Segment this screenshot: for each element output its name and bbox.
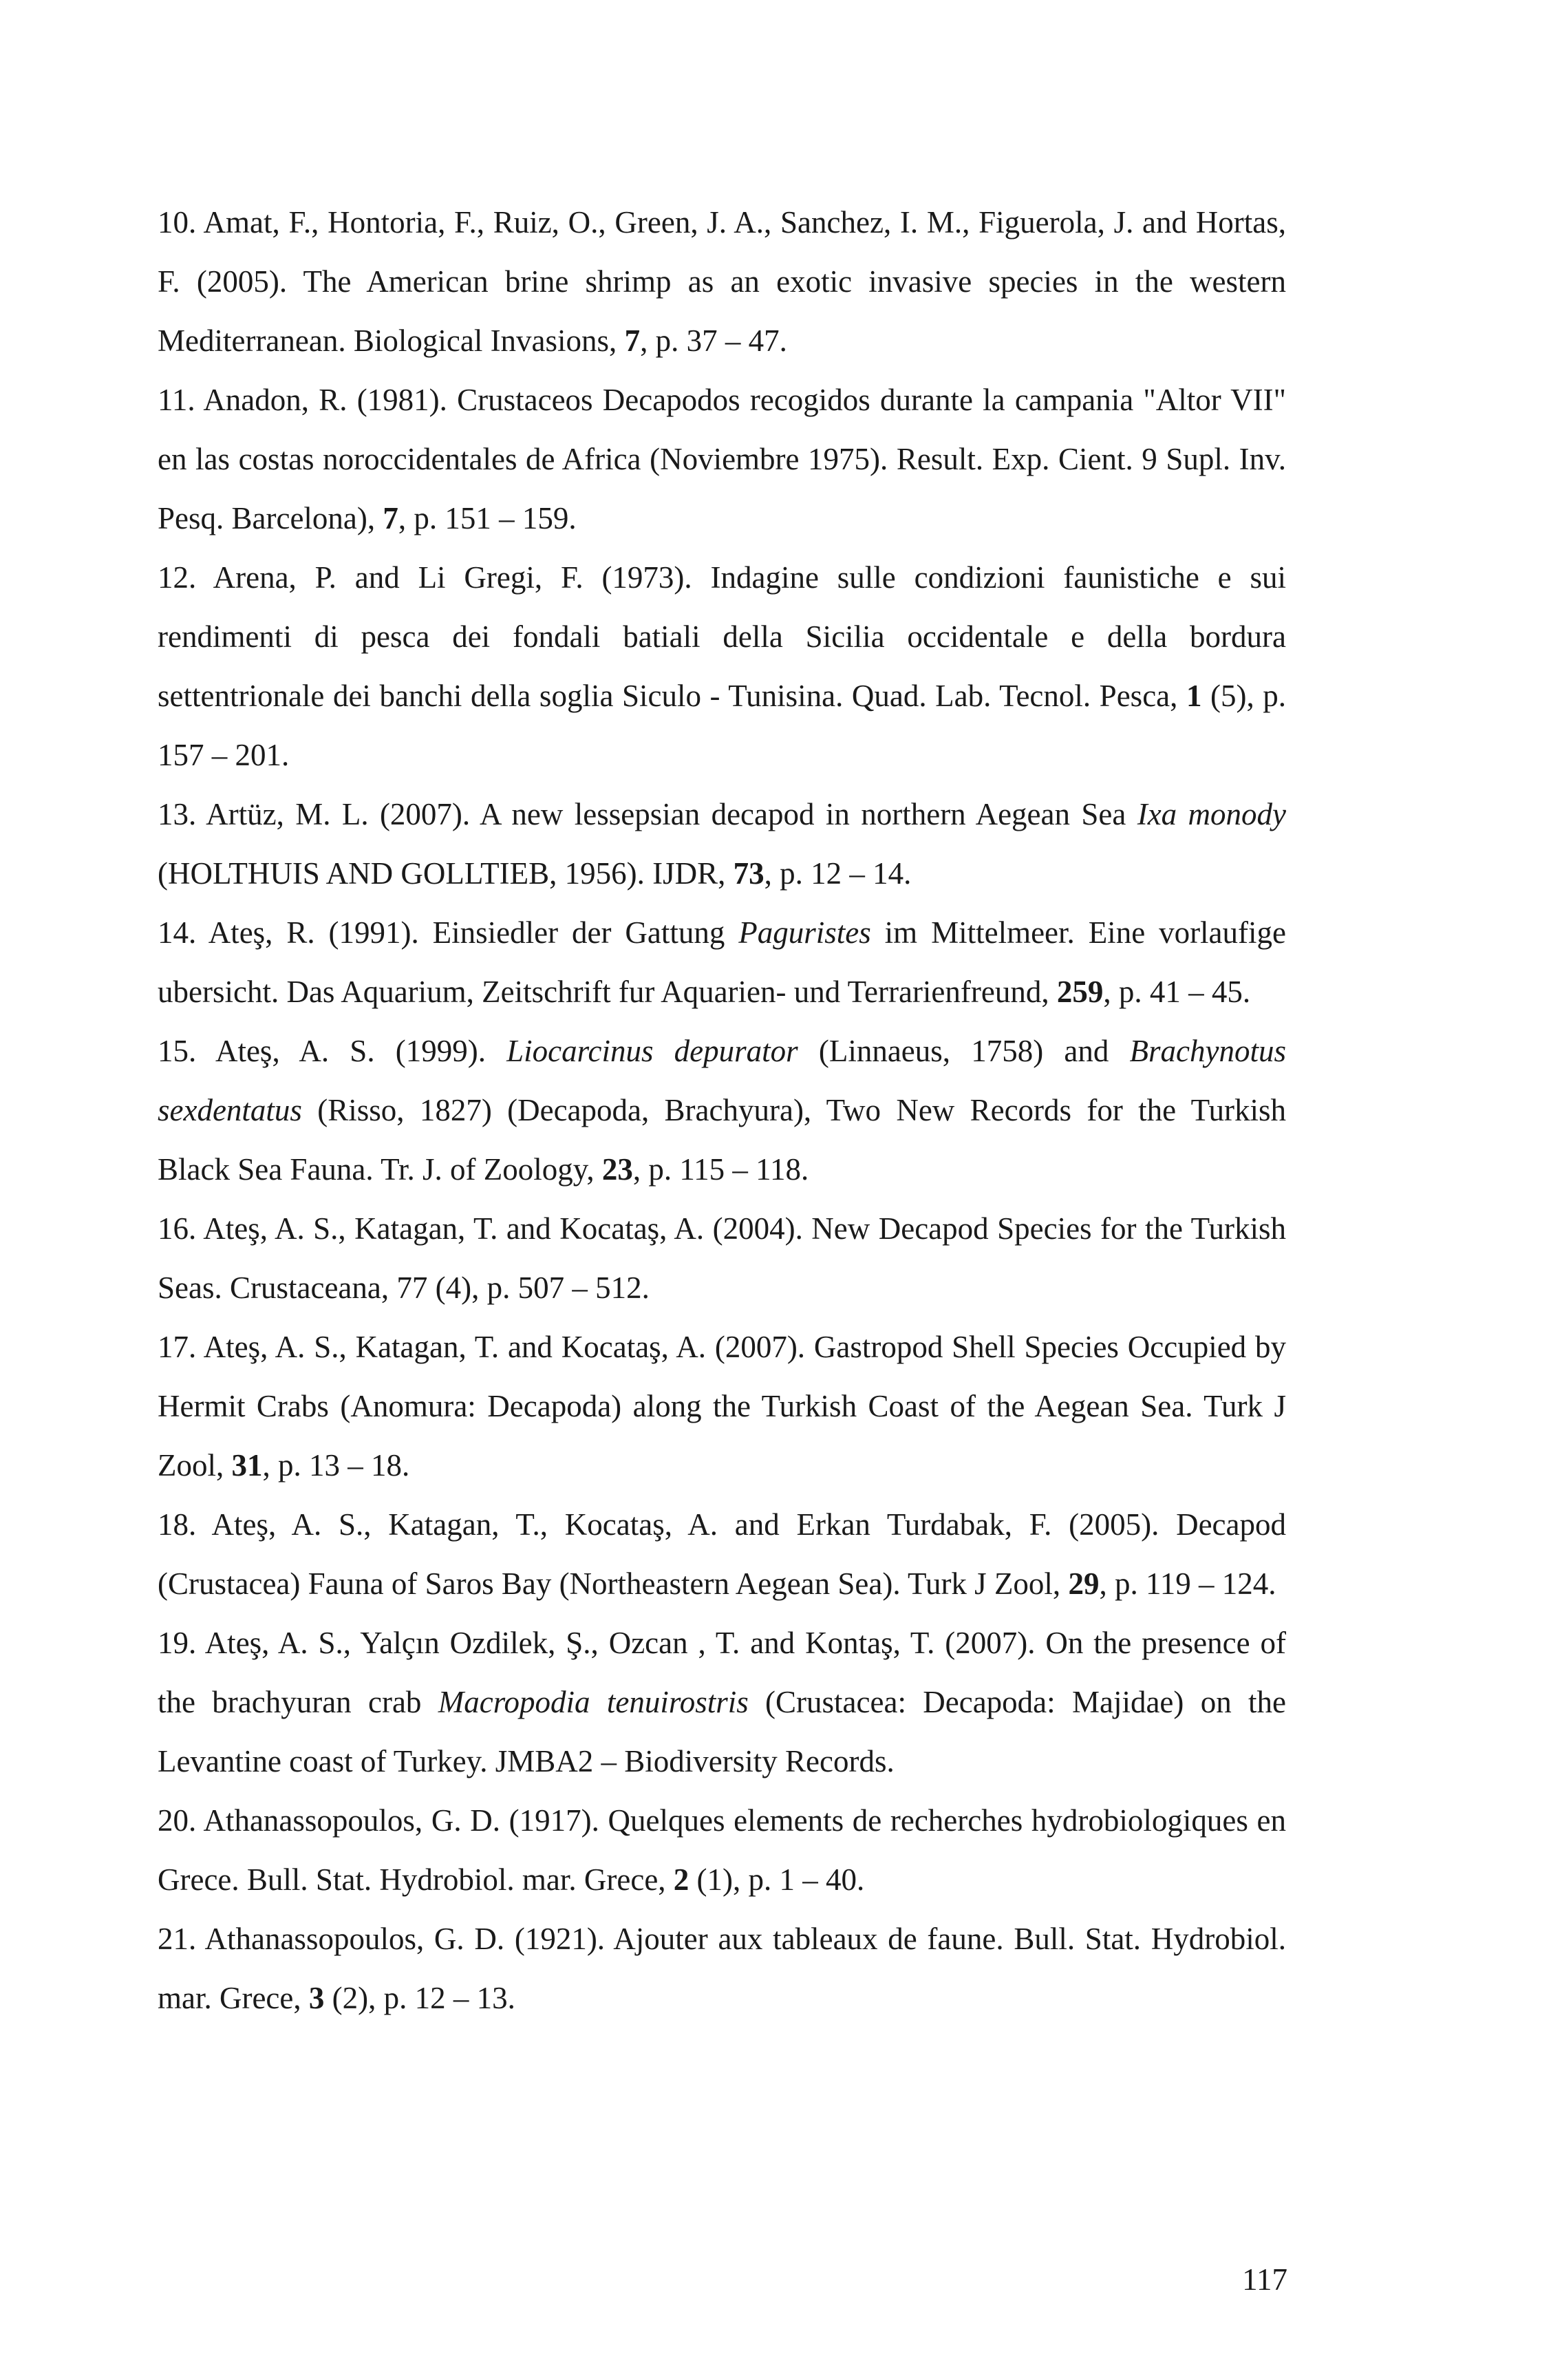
reference-item <box>158 1495 1286 1613</box>
reference-text: Ateş, A. S., Katagan, T. and Kocataş, A. (2004). New Decapod Species for the Turkish Seas. Crustaceana, 77 (4), p. 507 – 512. <box>158 1211 1286 1305</box>
reference-number: 17. <box>158 1330 197 1364</box>
reference-italic-text: Macropodia tenuirostris <box>438 1685 749 1719</box>
page-number: 117 <box>1242 2262 1287 2297</box>
reference-text: , p. 119 – 124. <box>1099 1566 1276 1601</box>
reference-bold-text: 259 <box>1056 975 1104 1009</box>
reference-bold-text: 2 <box>673 1862 689 1897</box>
reference-number: 18. <box>158 1507 197 1542</box>
reference-bold-text: 1 <box>1186 679 1202 713</box>
reference-item <box>158 1199 1286 1317</box>
reference-italic-text: Liocarcinus depurator <box>506 1034 798 1068</box>
reference-number: 16. <box>158 1211 197 1246</box>
reference-number: 19. <box>158 1626 197 1660</box>
reference-text: (HOLTHUIS AND GOLLTIEB, 1956). IJDR, <box>158 856 734 891</box>
reference-text: im Mittelmeer. Eine vorlaufige ubersicht. Das Aquarium, Zeitschrift fur Aquarien- und Terrarienfreund, <box>158 915 1286 1009</box>
reference-text: (Risso, 1827) (Decapoda, Brachyura), Two New Records for the Turkish Black Sea Fauna. Tr. J. of Zoology, <box>158 1093 1286 1187</box>
reference-italic-text: Ixa monody <box>1137 797 1286 831</box>
reference-number: 12. <box>158 560 197 595</box>
reference-text: Ateş, A. S., Yalçın Ozdilek, Ş., Ozcan , T. and Kontaş, T. (2007). On the presence of the brachyuran crab <box>158 1626 1286 1719</box>
reference-bold-text: 23 <box>601 1152 633 1187</box>
reference-text: , p. 12 – 14. <box>764 856 912 891</box>
reference-item <box>158 785 1286 903</box>
reference-text: Ateş, R. (1991). Einsiedler der Gattung <box>208 915 739 950</box>
reference-item <box>158 1317 1286 1495</box>
reference-number: 14. <box>158 915 197 950</box>
reference-text: Athanassopoulos, G. D. (1921). Ajouter aux tableaux de faune. Bull. Stat. Hydrobiol. mar. Grece, <box>158 1922 1286 2015</box>
reference-italic-text: Brachynotus sexdentatus <box>158 1034 1286 1127</box>
reference-text: , p. 151 – 159. <box>398 501 577 535</box>
reference-item <box>158 1021 1286 1199</box>
reference-item <box>158 1613 1286 1791</box>
reference-number: 21. <box>158 1922 197 1956</box>
reference-number: 15. <box>158 1034 197 1068</box>
reference-italic-text: Paguristes <box>738 915 871 950</box>
reference-text: Ateş, A. S., Katagan, T. and Kocataş, A. (2007). Gastropod Shell Species Occupied by Hermit Crabs (Anomura: Decapoda) along the Turkish Coast of the Aegean Sea. Turk J Zool, <box>158 1330 1286 1483</box>
reference-text: Amat, F., Hontoria, F., Ruiz, O., Green, J. A., Sanchez, I. M., Figuerola, J. and Hortas, F. (2005). The American brine shrimp as an exotic invasive species in the western Mediterranean. Biological Invasions, <box>158 205 1286 358</box>
reference-text: , p. 13 – 18. <box>262 1448 410 1483</box>
reference-text: Ateş, A. S. (1999). <box>215 1034 507 1068</box>
reference-item <box>158 1791 1286 1909</box>
reference-text: , p. 37 – 47. <box>640 323 787 358</box>
reference-text: Athanassopoulos, G. D. (1917). Quelques elements de recherches hydrobiologiques en Grece. Bull. Stat. Hydrobiol. mar. Grece, <box>158 1803 1286 1897</box>
reference-number: 11. <box>158 383 195 417</box>
reference-bold-text: 3 <box>308 1981 325 2015</box>
reference-item <box>158 1909 1286 2028</box>
reference-text: (1), p. 1 – 40. <box>689 1862 865 1897</box>
reference-text: (Linnaeus, 1758) and <box>798 1034 1130 1068</box>
reference-text: (5), p. 157 – 201. <box>158 679 1286 772</box>
reference-text: , p. 115 – 118. <box>632 1152 809 1187</box>
reference-text: (Crustacea: Decapoda: Majidae) on the Levantine coast of Turkey. JMBA2 – Biodiversity Records. <box>158 1685 1286 1778</box>
reference-bold-text: 73 <box>733 856 764 891</box>
reference-number: 10. <box>158 205 197 240</box>
reference-list <box>158 193 1286 2028</box>
reference-number: 20. <box>158 1803 197 1838</box>
reference-item <box>158 548 1286 785</box>
reference-text: Anadon, R. (1981). Crustaceos Decapodos recogidos durante la campania "Altor VII" en las costas noroccidentales de Africa (Noviembre 1975). Result. Exp. Cient. 9 Supl. Inv. Pesq. Barcelona), <box>158 383 1286 535</box>
reference-text: Ateş, A. S., Katagan, T., Kocataş, A. and Erkan Turdabak, F. (2005). Decapod (Crustacea) Fauna of Saros Bay (Northeastern Aegean Sea). Turk J Zool, <box>158 1507 1286 1601</box>
reference-number: 13. <box>158 797 197 831</box>
reference-item <box>158 903 1286 1021</box>
reference-text: Artüz, M. L. (2007). A new lessepsian decapod in northern Aegean Sea <box>206 797 1137 831</box>
reference-text: , p. 41 – 45. <box>1103 975 1251 1009</box>
reference-bold-text: 29 <box>1068 1566 1100 1601</box>
reference-bold-text: 31 <box>231 1448 263 1483</box>
reference-bold-text: 7 <box>383 501 398 535</box>
reference-item <box>158 193 1286 370</box>
reference-text: Arena, P. and Li Gregi, F. (1973). Indagine sulle condizioni faunistiche e sui rendimenti di pesca dei fondali batiali della Sicilia occidentale e della bordura settentrionale dei banchi della soglia Siculo - Tunisina. Quad. Lab. Tecnol. Pesca, <box>158 560 1286 713</box>
reference-item <box>158 370 1286 548</box>
reference-bold-text: 7 <box>624 323 641 358</box>
reference-text: (2), p. 12 – 13. <box>324 1981 515 2015</box>
